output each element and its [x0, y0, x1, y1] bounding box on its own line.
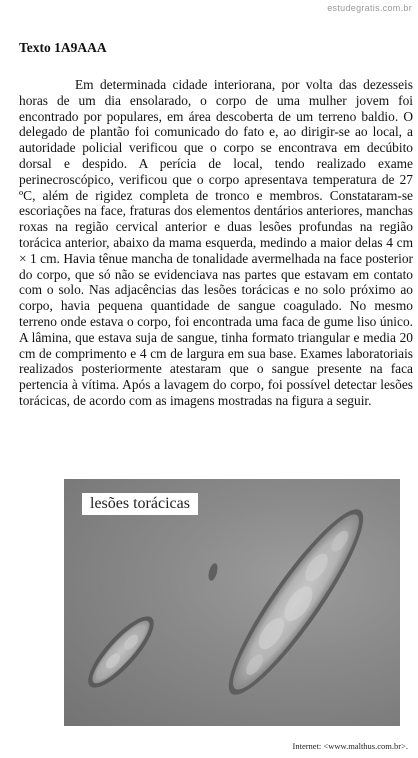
image-credit: Internet: <www.malthus.com.br>.	[292, 741, 408, 751]
photo-illustration	[64, 479, 400, 726]
body-paragraph: Em determinada cidade interiorana, por volta das dezesseis horas de um dia ensolarado, o corpo de uma mulher jovem foi encontrado por populares, em área descoberta de um terreno baldio. O delegado de plantão foi comunicado do fato e, ao dirigir-se ao local, a autoridade policial verificou que o corpo se encontrava em decúbito dorsal e despido. A perícia de local, tendo realizado exame perinecroscópico, verificou que o corpo apresentava temperatura de 27 ºC, além de rigidez completa de tronco e membros. Constataram-se escoriações na face, fraturas dos elementos dentários anteriores, manchas roxas na região cervical anterior e duas lesões profundas na região torácica anterior, abaixo da mama esquerda, medindo a maior delas 4 cm × 1 cm. Havia tênue mancha de tonalidade avermelhada na face posterior do corpo, que só não se evidenciava nas partes que estavam em contato com o solo. Nas adjacências das lesões torácicas e no solo próximo ao corpo, havia pequena quantidade de sangue coagulado. No mesmo terreno onde estava o corpo, foi encontrada uma faca de gume liso único. A lâmina, que estava suja de sangue, tinha formato triangular e media 20 cm de comprimento e 4 cm de largura em sua base. Exames laboratoriais realizados posteriormente atestaram que o sangue presente na faca pertencia à vítima. Após a lavagem do corpo, foi possível detectar lesões torácicas, de acordo com as imagens mostradas na figura a seguir.	[19, 77, 413, 408]
large-lesion	[212, 496, 380, 707]
thoracic-lesions-photo	[64, 479, 400, 726]
site-watermark: estudegratis.com.br	[327, 3, 412, 13]
figure-caption-label: lesões torácicas	[82, 493, 198, 515]
text-title: Texto 1A9AAA	[19, 40, 107, 55]
small-lesion	[79, 608, 163, 696]
skin-mark	[207, 562, 219, 581]
